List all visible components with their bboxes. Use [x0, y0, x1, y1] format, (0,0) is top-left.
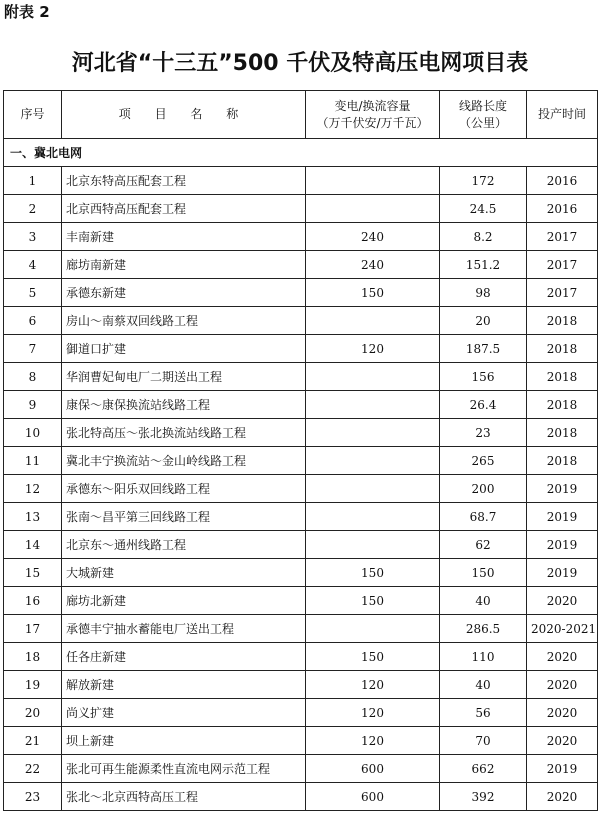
capacity-cell: 120 [306, 671, 440, 699]
project-name-cell: 尚义扩建 [62, 699, 306, 727]
row-number-cell: 14 [4, 531, 62, 559]
line-length-cell: 110 [440, 643, 527, 671]
row-number-cell: 18 [4, 643, 62, 671]
table-row [4, 223, 598, 251]
row-number-cell: 4 [4, 251, 62, 279]
table-row [4, 559, 598, 587]
table-row [4, 391, 598, 419]
commission-year-cell: 2017 [527, 279, 598, 307]
line-length-cell: 187.5 [440, 335, 527, 363]
row-number-cell: 20 [4, 699, 62, 727]
capacity-cell [306, 195, 440, 223]
row-number-cell: 3 [4, 223, 62, 251]
line-length-cell: 172 [440, 167, 527, 195]
row-number-cell: 22 [4, 755, 62, 783]
table-row [4, 783, 598, 811]
capacity-cell [306, 167, 440, 195]
capacity-cell: 600 [306, 783, 440, 811]
commission-year-cell: 2016 [527, 195, 598, 223]
capacity-cell: 150 [306, 587, 440, 615]
project-name-cell: 冀北丰宁换流站～金山岭线路工程 [62, 447, 306, 475]
project-name-cell: 房山～南蔡双回线路工程 [62, 307, 306, 335]
line-length-cell: 200 [440, 475, 527, 503]
table-row [4, 251, 598, 279]
capacity-cell [306, 307, 440, 335]
row-number-cell: 5 [4, 279, 62, 307]
project-name-cell: 承德东新建 [62, 279, 306, 307]
project-name-cell: 大城新建 [62, 559, 306, 587]
header-year: 投产时间 [527, 91, 598, 139]
line-length-cell: 70 [440, 727, 527, 755]
header-length [440, 91, 527, 139]
row-number-cell: 2 [4, 195, 62, 223]
line-length-cell: 20 [440, 307, 527, 335]
commission-year-cell: 2020 [527, 727, 598, 755]
line-length-cell: 8.2 [440, 223, 527, 251]
commission-year-cell: 2019 [527, 475, 598, 503]
table-row [4, 307, 598, 335]
line-length-cell: 392 [440, 783, 527, 811]
header-no: 序号 [4, 91, 62, 139]
project-name-cell: 康保～康保换流站线路工程 [62, 391, 306, 419]
header-capacity-line2: （万千伏安/万千瓦） [316, 115, 429, 130]
commission-year-cell: 2019 [527, 531, 598, 559]
capacity-cell [306, 531, 440, 559]
row-number-cell: 12 [4, 475, 62, 503]
commission-year-cell: 2017 [527, 251, 598, 279]
section-title: 一、冀北电网 [4, 139, 598, 167]
project-name-cell: 张北可再生能源柔性直流电网示范工程 [62, 755, 306, 783]
line-length-cell: 662 [440, 755, 527, 783]
table-row [4, 419, 598, 447]
table-row [4, 363, 598, 391]
line-length-cell: 23 [440, 419, 527, 447]
row-number-cell: 15 [4, 559, 62, 587]
line-length-cell: 150 [440, 559, 527, 587]
row-number-cell: 9 [4, 391, 62, 419]
project-name-cell: 廊坊北新建 [62, 587, 306, 615]
project-name-cell: 北京东～通州线路工程 [62, 531, 306, 559]
commission-year-cell: 2020-2021 [527, 615, 598, 643]
header-capacity [306, 91, 440, 139]
line-length-cell: 40 [440, 587, 527, 615]
table-row [4, 671, 598, 699]
table-header-row [4, 91, 598, 139]
capacity-cell: 120 [306, 335, 440, 363]
capacity-cell: 150 [306, 643, 440, 671]
project-name-cell: 任各庄新建 [62, 643, 306, 671]
table-row [4, 755, 598, 783]
capacity-cell [306, 363, 440, 391]
row-number-cell: 8 [4, 363, 62, 391]
capacity-cell [306, 615, 440, 643]
line-length-cell: 151.2 [440, 251, 527, 279]
row-number-cell: 17 [4, 615, 62, 643]
capacity-cell [306, 391, 440, 419]
table-row [4, 727, 598, 755]
row-number-cell: 16 [4, 587, 62, 615]
table-row [4, 279, 598, 307]
table-row [4, 475, 598, 503]
row-number-cell: 23 [4, 783, 62, 811]
project-name-cell: 丰南新建 [62, 223, 306, 251]
row-number-cell: 7 [4, 335, 62, 363]
line-length-cell: 68.7 [440, 503, 527, 531]
row-number-cell: 21 [4, 727, 62, 755]
row-number-cell: 1 [4, 167, 62, 195]
project-name-cell: 承德丰宁抽水蓄能电厂送出工程 [62, 615, 306, 643]
commission-year-cell: 2020 [527, 699, 598, 727]
project-name-cell: 北京东特高压配套工程 [62, 167, 306, 195]
line-length-cell: 62 [440, 531, 527, 559]
project-name-cell: 张北～北京西特高压工程 [62, 783, 306, 811]
project-name-cell: 北京西特高压配套工程 [62, 195, 306, 223]
section-row [4, 139, 598, 167]
annex-label: 附表 2 [4, 3, 50, 21]
commission-year-cell: 2020 [527, 783, 598, 811]
table-row [4, 195, 598, 223]
table-row [4, 699, 598, 727]
project-name-cell: 廊坊南新建 [62, 251, 306, 279]
line-length-cell: 98 [440, 279, 527, 307]
capacity-cell [306, 419, 440, 447]
commission-year-cell: 2018 [527, 447, 598, 475]
line-length-cell: 286.5 [440, 615, 527, 643]
commission-year-cell: 2019 [527, 503, 598, 531]
capacity-cell: 120 [306, 699, 440, 727]
commission-year-cell: 2019 [527, 755, 598, 783]
project-name-cell: 承德东～阳乐双回线路工程 [62, 475, 306, 503]
commission-year-cell: 2018 [527, 419, 598, 447]
table-row [4, 643, 598, 671]
header-length-line2: （公里） [458, 115, 507, 130]
capacity-cell: 150 [306, 559, 440, 587]
commission-year-cell: 2018 [527, 307, 598, 335]
commission-year-cell: 2018 [527, 335, 598, 363]
row-number-cell: 19 [4, 671, 62, 699]
line-length-cell: 24.5 [440, 195, 527, 223]
project-name-cell: 华润曹妃甸电厂二期送出工程 [62, 363, 306, 391]
commission-year-cell: 2020 [527, 671, 598, 699]
capacity-cell: 150 [306, 279, 440, 307]
line-length-cell: 40 [440, 671, 527, 699]
line-length-cell: 156 [440, 363, 527, 391]
row-number-cell: 13 [4, 503, 62, 531]
table-row [4, 615, 598, 643]
commission-year-cell: 2019 [527, 559, 598, 587]
project-table [3, 90, 598, 811]
table-row [4, 167, 598, 195]
line-length-cell: 56 [440, 699, 527, 727]
header-name [62, 91, 306, 139]
project-name-cell: 张北特高压～张北换流站线路工程 [62, 419, 306, 447]
table-row [4, 335, 598, 363]
capacity-cell [306, 447, 440, 475]
line-length-cell: 265 [440, 447, 527, 475]
project-name-cell: 解放新建 [62, 671, 306, 699]
row-number-cell: 11 [4, 447, 62, 475]
header-length-line1: 线路长度 [458, 98, 507, 113]
table-row [4, 447, 598, 475]
line-length-cell: 26.4 [440, 391, 527, 419]
capacity-cell [306, 503, 440, 531]
capacity-cell: 240 [306, 251, 440, 279]
row-number-cell: 6 [4, 307, 62, 335]
header-capacity-line1: 变电/换流容量 [334, 98, 411, 113]
capacity-cell: 600 [306, 755, 440, 783]
capacity-cell: 120 [306, 727, 440, 755]
capacity-cell [306, 475, 440, 503]
header-name-label: 项 目 名 称 [118, 107, 249, 121]
commission-year-cell: 2018 [527, 363, 598, 391]
project-name-cell: 张南～昌平第三回线路工程 [62, 503, 306, 531]
project-name-cell: 御道口扩建 [62, 335, 306, 363]
commission-year-cell: 2017 [527, 223, 598, 251]
page-title: 河北省“十三五”500 千伏及特高压电网项目表 [71, 51, 529, 76]
commission-year-cell: 2020 [527, 643, 598, 671]
capacity-cell: 240 [306, 223, 440, 251]
project-name-cell: 坝上新建 [62, 727, 306, 755]
table-row [4, 503, 598, 531]
commission-year-cell: 2020 [527, 587, 598, 615]
commission-year-cell: 2016 [527, 167, 598, 195]
commission-year-cell: 2018 [527, 391, 598, 419]
row-number-cell: 10 [4, 419, 62, 447]
table-row [4, 531, 598, 559]
table-row [4, 587, 598, 615]
